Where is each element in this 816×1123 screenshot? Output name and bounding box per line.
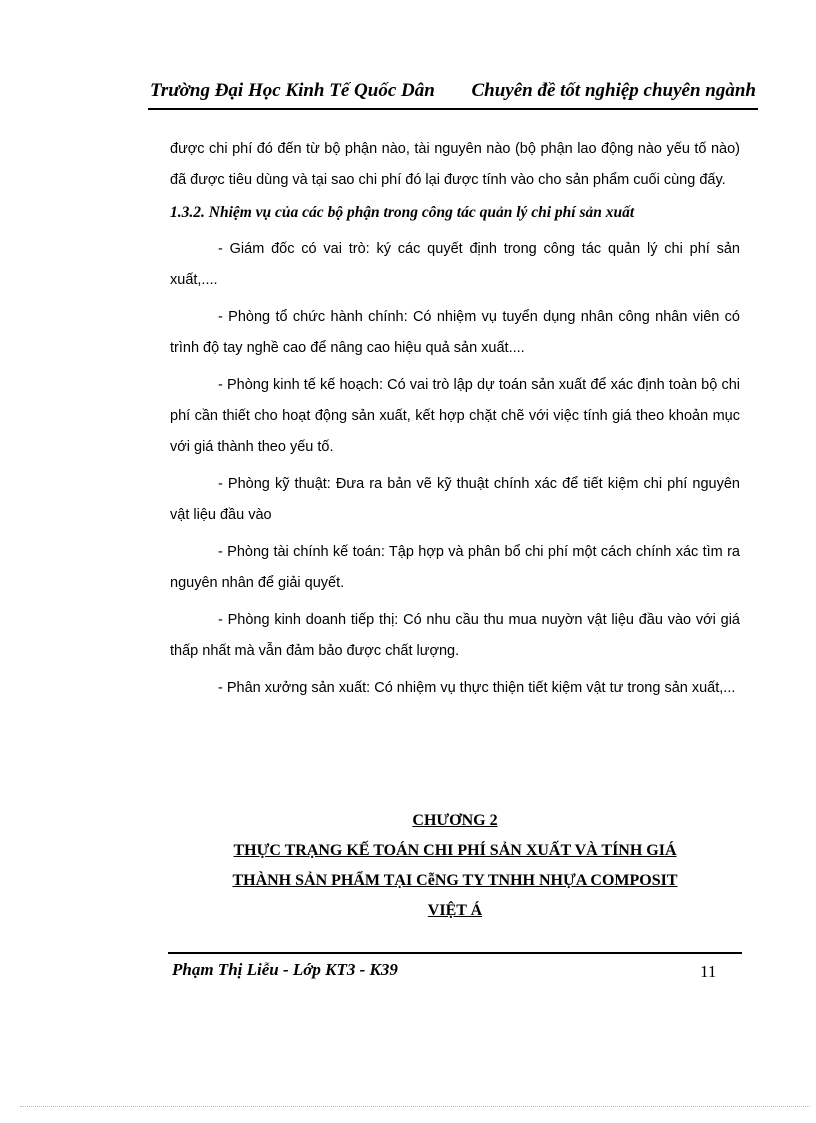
list-item: - Phòng kinh doanh tiếp thị: Có nhu cầu thu mua nuyờn vật liệu đầu vào với giá thấp nhất mà vẫn đảm bảo được chất lượng. xyxy=(170,612,740,659)
list-item: - Phân xưởng sản xuất: Có nhiệm vụ thực thiện tiết kiệm vật tư trong sản xuất,... xyxy=(218,680,736,696)
chapter-title-line-1: THỰC TRẠNG KẾ TOÁN CHI PHÍ SẢN XUẤT VÀ TÍNH GIÁ xyxy=(233,842,677,859)
footer-author: Phạm Thị Liễu - Lớp KT3 - K39 xyxy=(172,960,398,979)
list-item: - Phòng kỹ thuật: Đưa ra bản vẽ kỹ thuật chính xác để tiết kiệm chi phí nguyên vật liệu đầu vào xyxy=(170,476,740,523)
chapter-heading xyxy=(170,806,740,926)
page-number: 11 xyxy=(700,962,717,981)
header-thesis-title: Chuyên đề tốt nghiệp chuyên ngành xyxy=(471,80,756,101)
list-item: - Phòng kinh tế kế hoạch: Có vai trò lập dự toán sản xuất để xác định toàn bộ chi phí cần thiết cho hoạt động sản xuất, kết hợp chặt chẽ với việc tính giá theo khoản mục với giá thành theo yếu tố. xyxy=(170,377,740,455)
list-item: - Phòng tổ chức hành chính: Có nhiệm vụ tuyển dụng nhân công nhân viên có trình độ tay nghề cao để nâng cao hiệu quả sản xuất.... xyxy=(170,309,740,356)
chapter-title-line-2: THÀNH SẢN PHẨM TẠI CễNG TY TNHH NHỰA COMPOSIT xyxy=(232,872,678,889)
chapter-title-line-3: VIỆT Á xyxy=(427,902,483,919)
list-item: - Giám đốc có vai trò: ký các quyết định trong công tác quản lý chi phí sản xuất,.... xyxy=(170,241,740,288)
document-body xyxy=(170,134,740,704)
continuation-paragraph: được chi phí đó đến từ bộ phận nào, tài nguyên nào (bộ phận lao động nào yếu tố nào) đã được tiêu dùng và tại sao chi phí đó lại được tính vào cho sản phẩm cuối cùng đấy. xyxy=(170,141,740,188)
header-university: Trường Đại Học Kinh Tế Quốc Dân xyxy=(150,80,435,101)
footer-divider xyxy=(168,952,742,954)
page-header xyxy=(148,78,758,110)
page-bottom-edge xyxy=(20,1106,810,1107)
chapter-number: CHƯƠNG 2 xyxy=(412,812,498,829)
list-item: - Phòng tài chính kế toán: Tập hợp và phân bổ chi phí một cách chính xác tìm ra nguyên nhân để giải quyết. xyxy=(170,544,740,591)
section-heading: 1.3.2. Nhiệm vụ của các bộ phận trong công tác quản lý chi phí sản xuất xyxy=(170,204,635,221)
